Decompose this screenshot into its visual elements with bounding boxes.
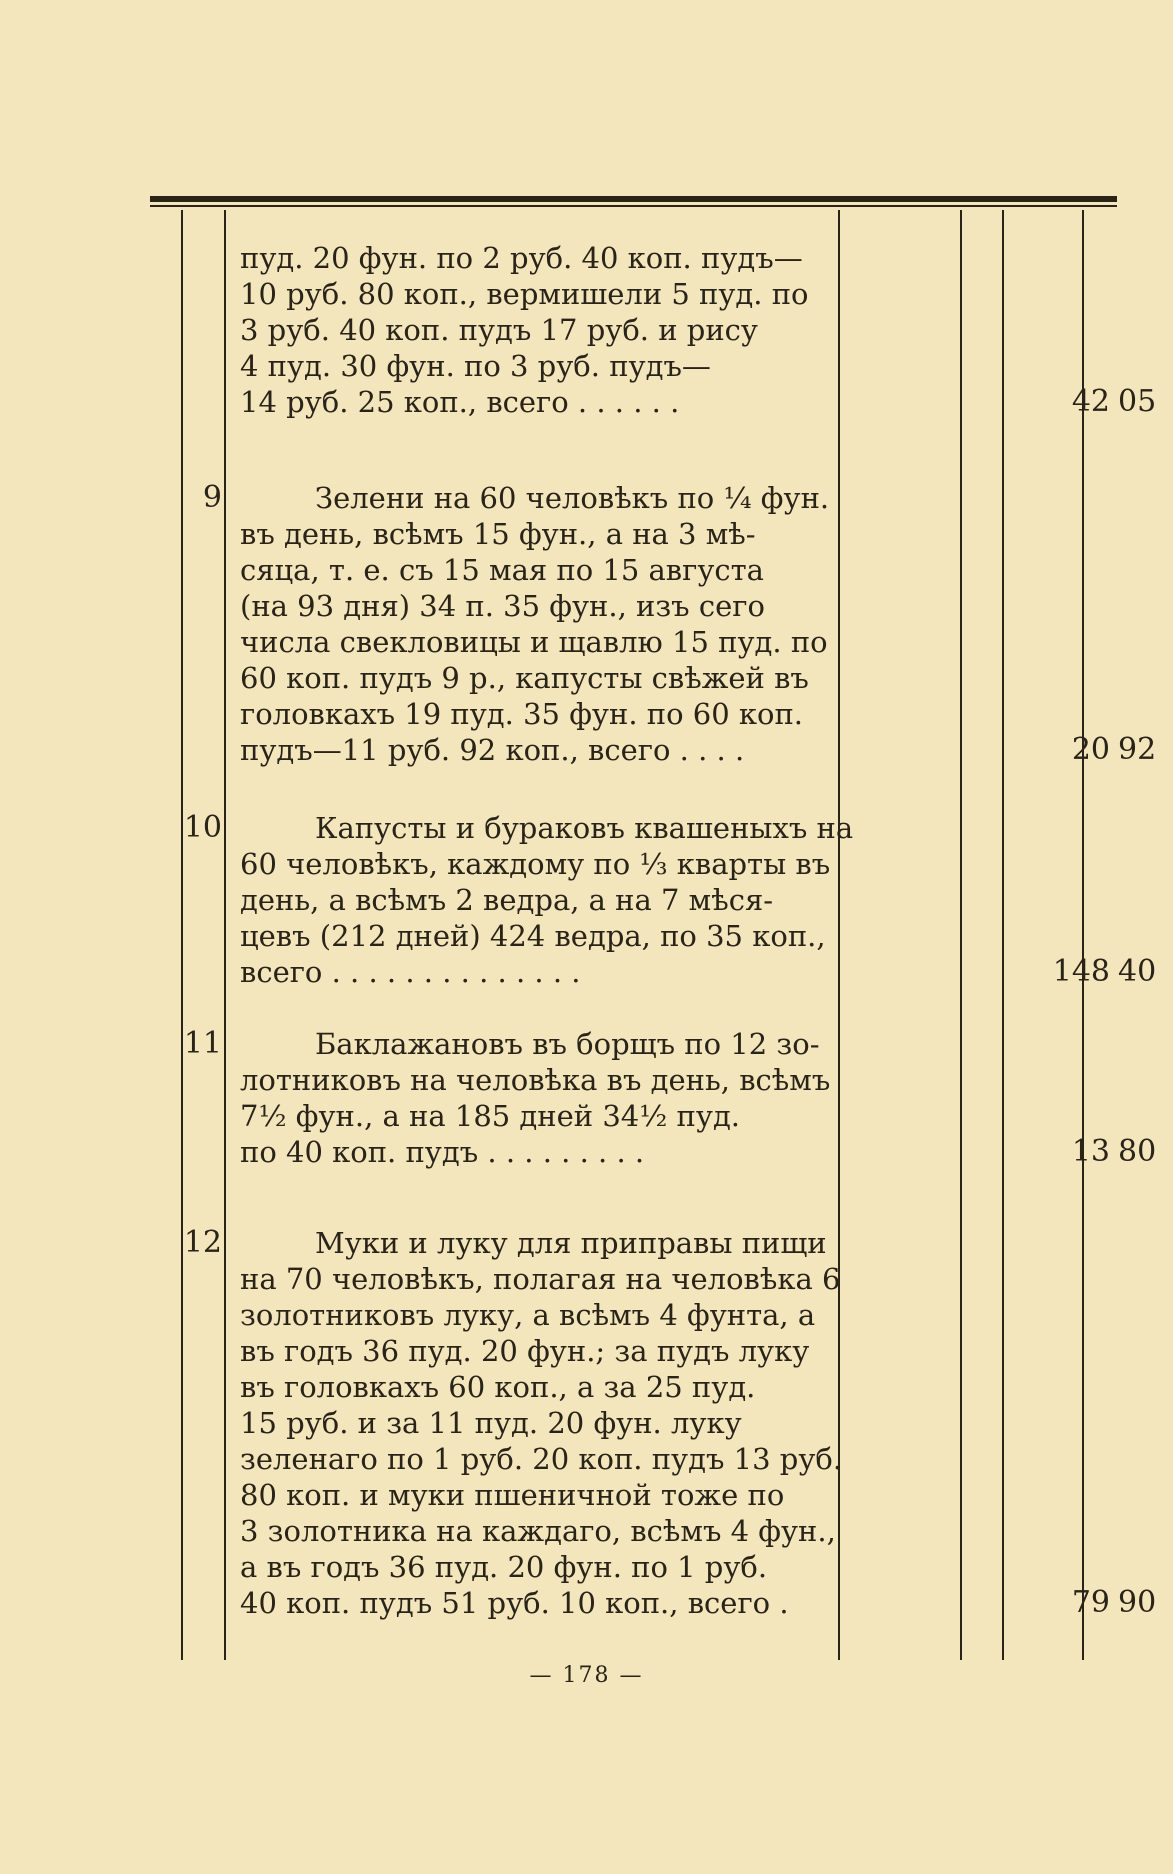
text-line: головкахъ 19 пуд. 35 фун. по 60 коп. [240,697,804,731]
amount-rub: 42 [1071,384,1110,419]
amount-kop: 80 [1118,1134,1157,1169]
amount-rub: 79 [1071,1585,1110,1620]
text-line: въ годъ 36 пуд. 20 фун.; за пудъ луку [240,1334,810,1368]
text-line: пудъ—11 руб. 92 коп., всего . . . . [240,733,745,767]
text-line: 80 коп. и муки пшеничной тоже по [240,1478,785,1512]
text-line: золотниковъ луку, а всѣмъ 4 фунта, а [240,1298,816,1332]
text-line: день, а всѣмъ 2 ведра, а на 7 мѣся- [240,883,774,917]
text-line: а въ годъ 36 пуд. 20 фун. по 1 руб. [240,1550,768,1584]
entry-number: 11 [183,1026,222,1061]
page-number: — 178 — [529,1663,644,1688]
text-line: пуд. 20 фун. по 2 руб. 40 коп. пудъ— [240,241,803,275]
text-line: 14 руб. 25 коп., всего . . . . . . [240,385,680,419]
top-rule [150,196,1117,202]
amount-rub: 13 [1071,1134,1110,1169]
entry-text [240,1225,985,1621]
amount-kop: 05 [1118,384,1157,419]
top-rule-thin [150,205,1117,207]
amount-rub: 20 [1071,732,1110,767]
entry-number: 9 [202,480,222,515]
text-line: сяца, т. е. съ 15 мая по 15 августа [240,553,764,587]
text-line: на 70 человѣкъ, полагая на человѣка 6 [240,1262,841,1296]
text-line: (на 93 дня) 34 п. 35 фун., изъ сего [240,589,765,623]
entry-text [240,480,985,768]
table-border-left [181,210,183,1660]
kop-column-rule [1002,210,1004,1660]
entry-number: 10 [183,810,222,845]
number-column-rule [224,210,226,1660]
text-line: въ день, всѣмъ 15 фун., а на 3 мѣ- [240,517,756,551]
entry-text [240,240,985,420]
text-line: по 40 коп. пудъ . . . . . . . . . [240,1135,645,1169]
text-line: 4 пуд. 30 фун. по 3 руб. пудъ— [240,349,711,383]
text-line: 40 коп. пудъ 51 руб. 10 коп., всего . [240,1586,789,1620]
text-line: 3 золотника на каждаго, всѣмъ 4 фун., [240,1514,836,1548]
text-line: 15 руб. и за 11 пуд. 20 фун. луку [240,1406,742,1440]
text-line: въ головкахъ 60 коп., а за 25 пуд. [240,1370,756,1404]
text-line: Капусты и бураковъ квашеныхъ на [315,811,854,845]
text-line: числа свекловицы и щавлю 15 пуд. по [240,625,828,659]
text-line: Зелени на 60 человѣкъ по ¼ фун. [315,481,830,515]
text-line: Баклажановъ въ борщъ по 12 зо- [315,1027,820,1061]
text-line: 3 руб. 40 коп. пудъ 17 руб. и рису [240,313,758,347]
text-line: 60 коп. пудъ 9 р., капусты свѣжей въ [240,661,809,695]
text-line: 10 руб. 80 коп., вермишели 5 пуд. по [240,277,809,311]
table-border-right [1082,210,1084,1660]
text-line: всего . . . . . . . . . . . . . . [240,955,581,989]
amount-kop: 40 [1118,954,1157,989]
amount-kop: 90 [1118,1585,1157,1620]
text-line: лотниковъ на человѣка въ день, всѣмъ [240,1063,831,1097]
text-line: 7½ фун., а на 185 дней 34½ пуд. [240,1099,741,1133]
entry-text [240,810,985,990]
entry-number: 12 [183,1225,222,1260]
amount-rub: 148 [1052,954,1110,989]
text-line: Муки и луку для приправы пищи [315,1226,827,1260]
amount-kop: 92 [1118,732,1157,767]
text-line: зеленаго по 1 руб. 20 коп. пудъ 13 руб. [240,1442,843,1476]
text-line: цевъ (212 дней) 424 ведра, по 35 коп., [240,919,826,953]
text-line: 60 человѣкъ, каждому по ⅓ кварты въ [240,847,831,881]
entry-text [240,1026,985,1170]
